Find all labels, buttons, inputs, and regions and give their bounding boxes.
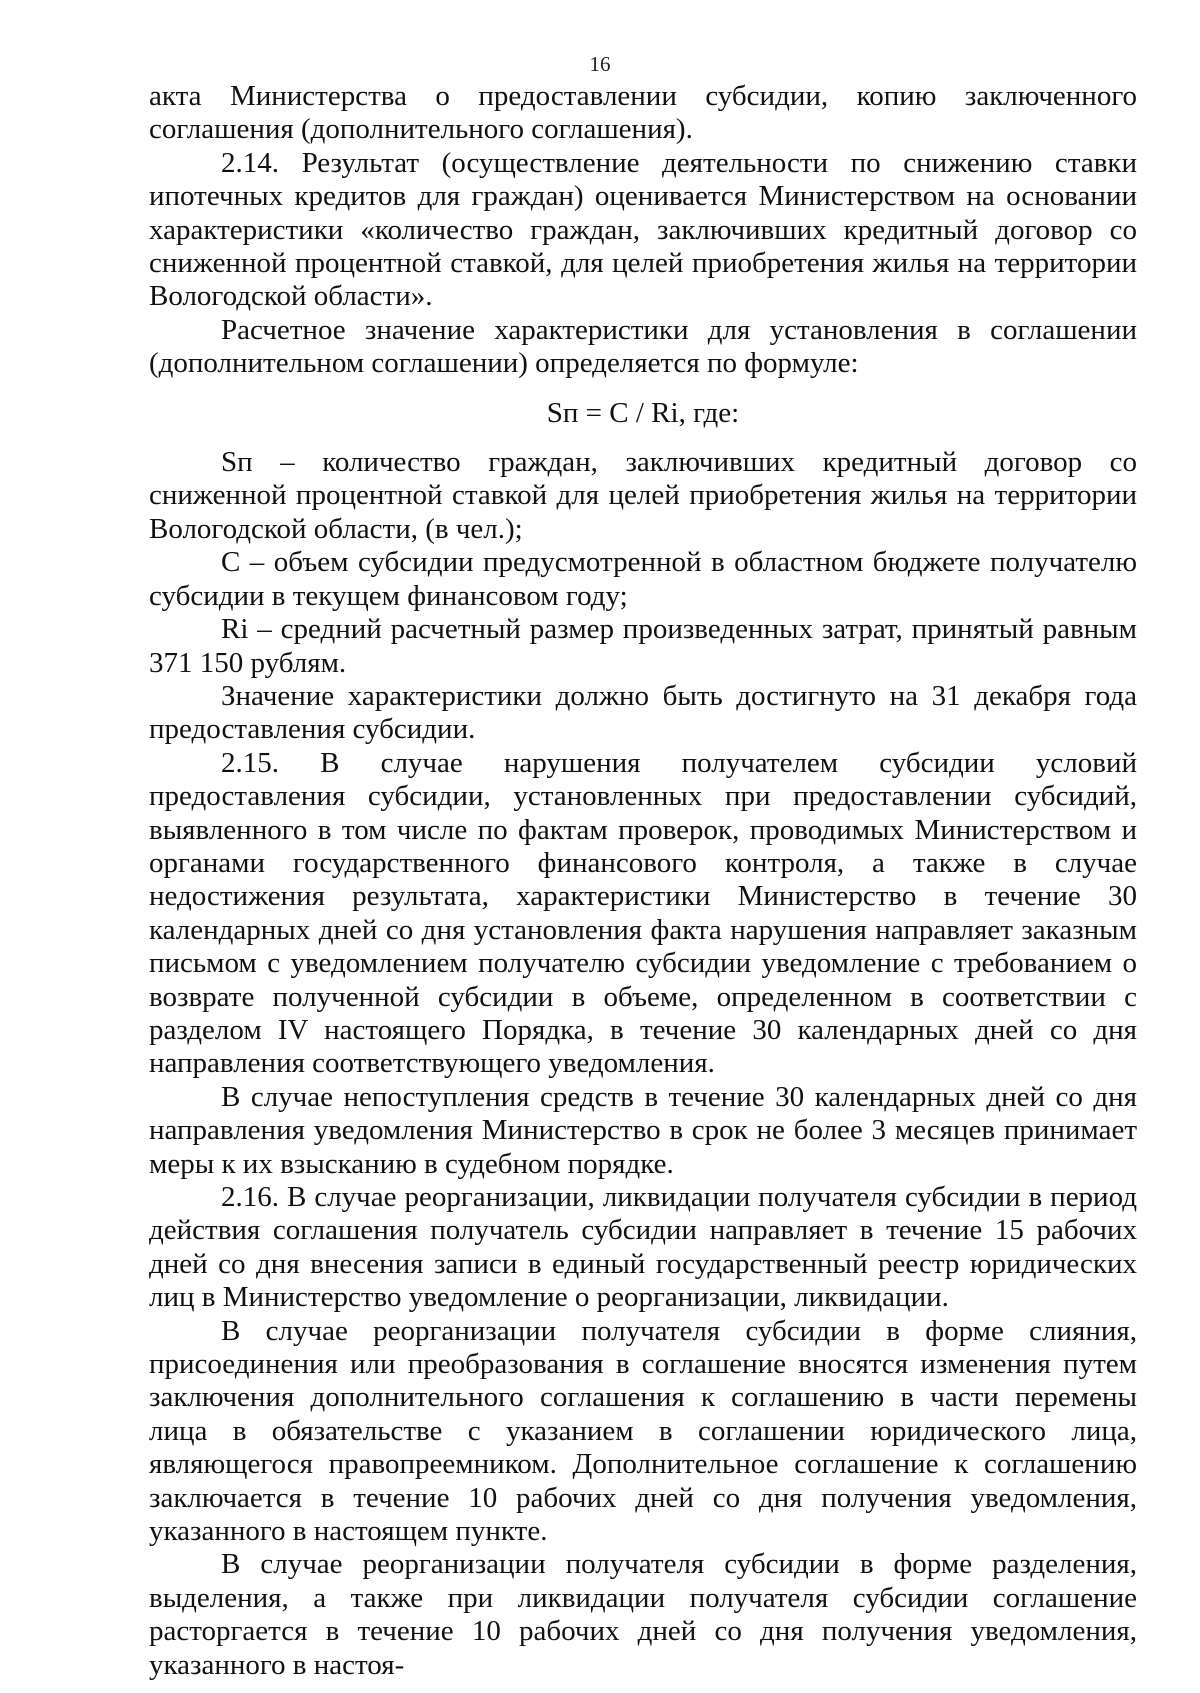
paragraph-2-15: 2.15. В случае нарушения получателем субсидии условий предоставления субсидии, установленных при предоставлении субсидий, выявленного в том числе по фактам проверок, проводимых Министерством и органами государственного финансового контроля, а также в случае недостижения результата, характеристики Министерство в течение 30 календарных дней со дня установления факта нарушения направляет заказным письмом с уведомлением получателю субсидии уведомление с требованием о возврате полученной субсидии в объеме, определенном в соответствии с разделом IV настоящего Порядка, в течение 30 календарных дней со дня направления соответствующего уведомления.	[149, 746, 1137, 1080]
page-number: 16	[589, 52, 611, 76]
paragraph-separation: В случае реорганизации получателя субсидии в форме разделения, выделения, а также при ликвидации получателя субсидии соглашение расторгается в течение 10 рабочих дней со дня получения уведомления, указанного в настоя-	[149, 1548, 1137, 1681]
formula: Sп = C / Ri, где:	[546, 396, 740, 429]
paragraph-2-16: 2.16. В случае реорганизации, ликвидации получателя субсидии в период действия соглашения получатель субсидии направляет в течение 15 рабочих дней со дня внесения записи в единый государственный реестр юридических лиц в Министерство уведомление о реорганизации, ликвидации.	[149, 1181, 1137, 1314]
paragraph-definition-ri: Ri – средний расчетный размер произведенных затрат, принятый равным 371 150 рублям.	[149, 613, 1137, 679]
paragraph-continuation: акта Министерства о предоставлении субсидии, копию заключенного соглашения (дополнительного соглашения).	[149, 80, 1137, 146]
document-body	[149, 80, 1137, 1682]
paragraph-definition-c: С – объем субсидии предусмотренной в областном бюджете получателю субсидии в текущем финансовом году;	[149, 546, 1137, 612]
paragraph-recovery: В случае непоступления средств в течение 30 календарных дней со дня направления уведомления Министерство в срок не более 3 месяцев принимает меры к их взысканию в судебном порядке.	[149, 1080, 1137, 1180]
paragraph-2-14: 2.14. Результат (осуществление деятельности по снижению ставки ипотечных кредитов для граждан) оценивается Министерством на основании характеристики «количество граждан, заключивших кредитный договор со сниженной процентной ставкой, для целей приобретения жилья на территории Вологодской области».	[149, 146, 1137, 313]
paragraph-calculation-intro: Расчетное значение характеристики для установления в соглашении (дополнительном соглашении) определяется по формуле:	[149, 313, 1137, 380]
paragraph-merger: В случае реорганизации получателя субсидии в форме слияния, присоединения или преобразования в соглашение вносятся изменения путем заключения дополнительного соглашения к соглашению в части перемены лица в обязательстве с указанием в соглашении юридического лица, являющегося правопреемником. Дополнительное соглашение к соглашению заключается в течение 10 рабочих дней со дня получения уведомления, указанного в настоящем пункте.	[149, 1314, 1137, 1548]
paragraph-definition-sp: Sп – количество граждан, заключивших кредитный договор со сниженной процентной ставкой для целей приобретения жилья на территории Вологодской области, (в чел.);	[149, 446, 1137, 545]
paragraph-deadline: Значение характеристики должно быть достигнуто на 31 декабря года предоставления субсидии.	[149, 679, 1137, 746]
